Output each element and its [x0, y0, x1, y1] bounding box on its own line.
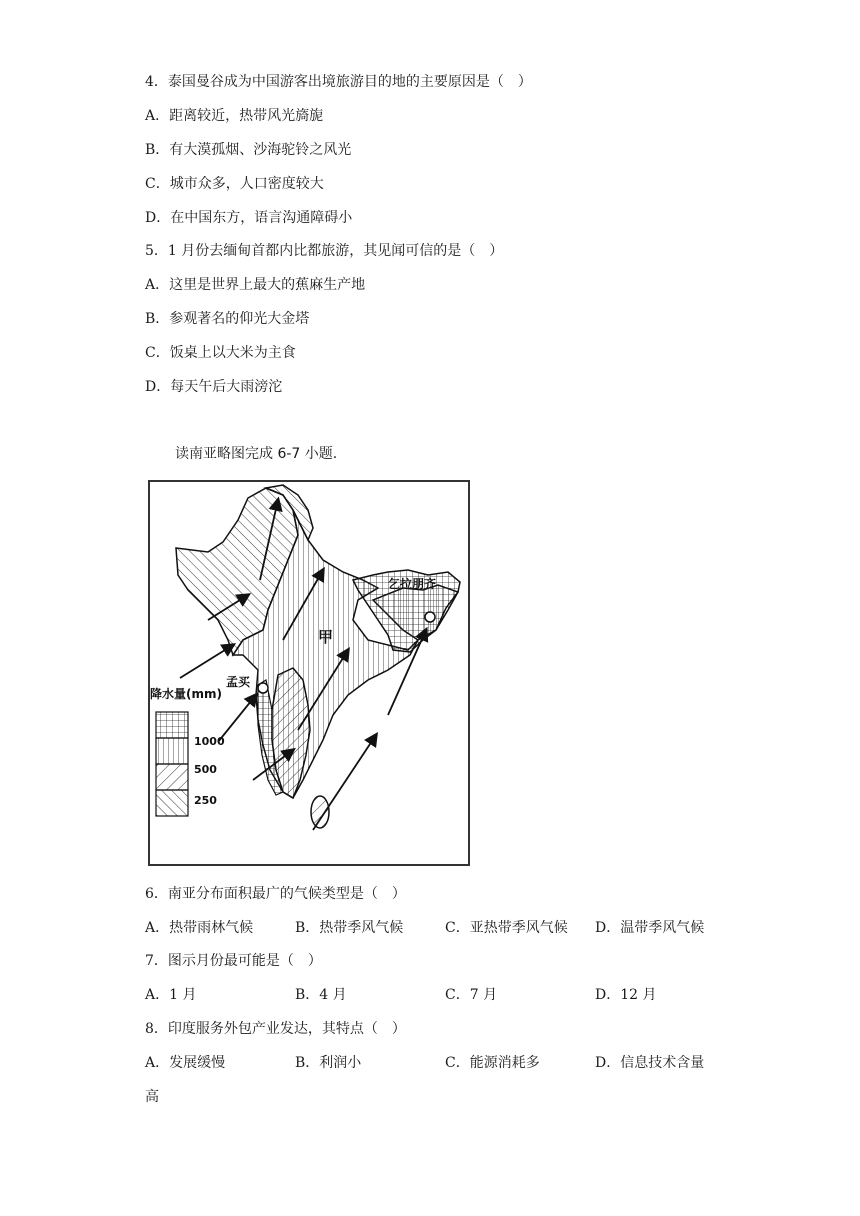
q4-stem: 4．泰国曼谷成为中国游客出境旅游目的地的主要原因是（ ） [145, 74, 532, 90]
q8-option-d-wrap: 高 [145, 1089, 159, 1105]
q6-option-c: C．亚热带季风气候 [445, 920, 568, 936]
q6-option-d: D．温带季风气候 [595, 920, 705, 936]
q4-option-a: A．距离较近，热带风光旖旎 [145, 108, 324, 124]
q8-option-b: B．利润小 [295, 1055, 362, 1071]
legend-label-500: 500 [194, 763, 217, 776]
q7-option-d: D．12 月 [595, 987, 657, 1003]
q7-option-c: C．7 月 [445, 987, 498, 1003]
q8-option-a: A．发展缓慢 [145, 1055, 226, 1071]
q6-option-b: B．热带季风气候 [295, 920, 404, 936]
label-jia: 甲 [318, 628, 334, 646]
cherrapunji-marker [425, 612, 435, 622]
legend-swatch-under250 [156, 790, 188, 816]
q5-option-d: D．每天午后大雨滂沱 [145, 379, 283, 395]
q7-stem: 7．图示月份最可能是（ ） [145, 953, 322, 969]
mumbai-marker [258, 683, 268, 693]
legend-title: 降水量(mm) [150, 687, 222, 701]
q5-option-c: C．饭桌上以大米为主食 [145, 345, 296, 361]
q7-option-b: B．4 月 [295, 987, 347, 1003]
label-cherrapunji: 乞拉朋齐 [388, 577, 437, 591]
legend-label-1000: 1000 [194, 735, 225, 748]
q6-stem: 6．南亚分布面积最广的气候类型是（ ） [145, 886, 406, 902]
q5-stem: 5．1 月份去缅甸首都内比都旅游，其见闻可信的是（ ） [145, 243, 504, 259]
legend-swatch-1000 [156, 712, 188, 738]
q5-option-a: A．这里是世界上最大的蕉麻生产地 [145, 277, 366, 293]
map-intro: 读南亚略图完成 6-7 小题. [175, 446, 338, 462]
legend-swatch-250 [156, 764, 188, 790]
q8-option-c: C．能源消耗多 [445, 1055, 540, 1071]
legend-swatch-500 [156, 738, 188, 764]
q4-option-b: B．有大漠孤烟、沙海驼铃之风光 [145, 142, 352, 158]
q7-option-a: A．1 月 [145, 987, 197, 1003]
q8-stem: 8．印度服务外包产业发达，其特点（ ） [145, 1021, 406, 1037]
q4-option-d: D．在中国东方，语言沟通障碍小 [145, 210, 353, 226]
q5-option-b: B．参观著名的仰光大金塔 [145, 311, 310, 327]
legend-label-250: 250 [194, 794, 217, 807]
south-asia-map [148, 480, 470, 866]
q8-option-d: D．信息技术含量 [595, 1055, 705, 1071]
q4-option-c: C．城市众多，人口密度较大 [145, 176, 324, 192]
q6-option-a: A．热带雨林气候 [145, 920, 254, 936]
label-mumbai: 孟买 [226, 675, 251, 689]
sri-lanka [311, 796, 329, 828]
